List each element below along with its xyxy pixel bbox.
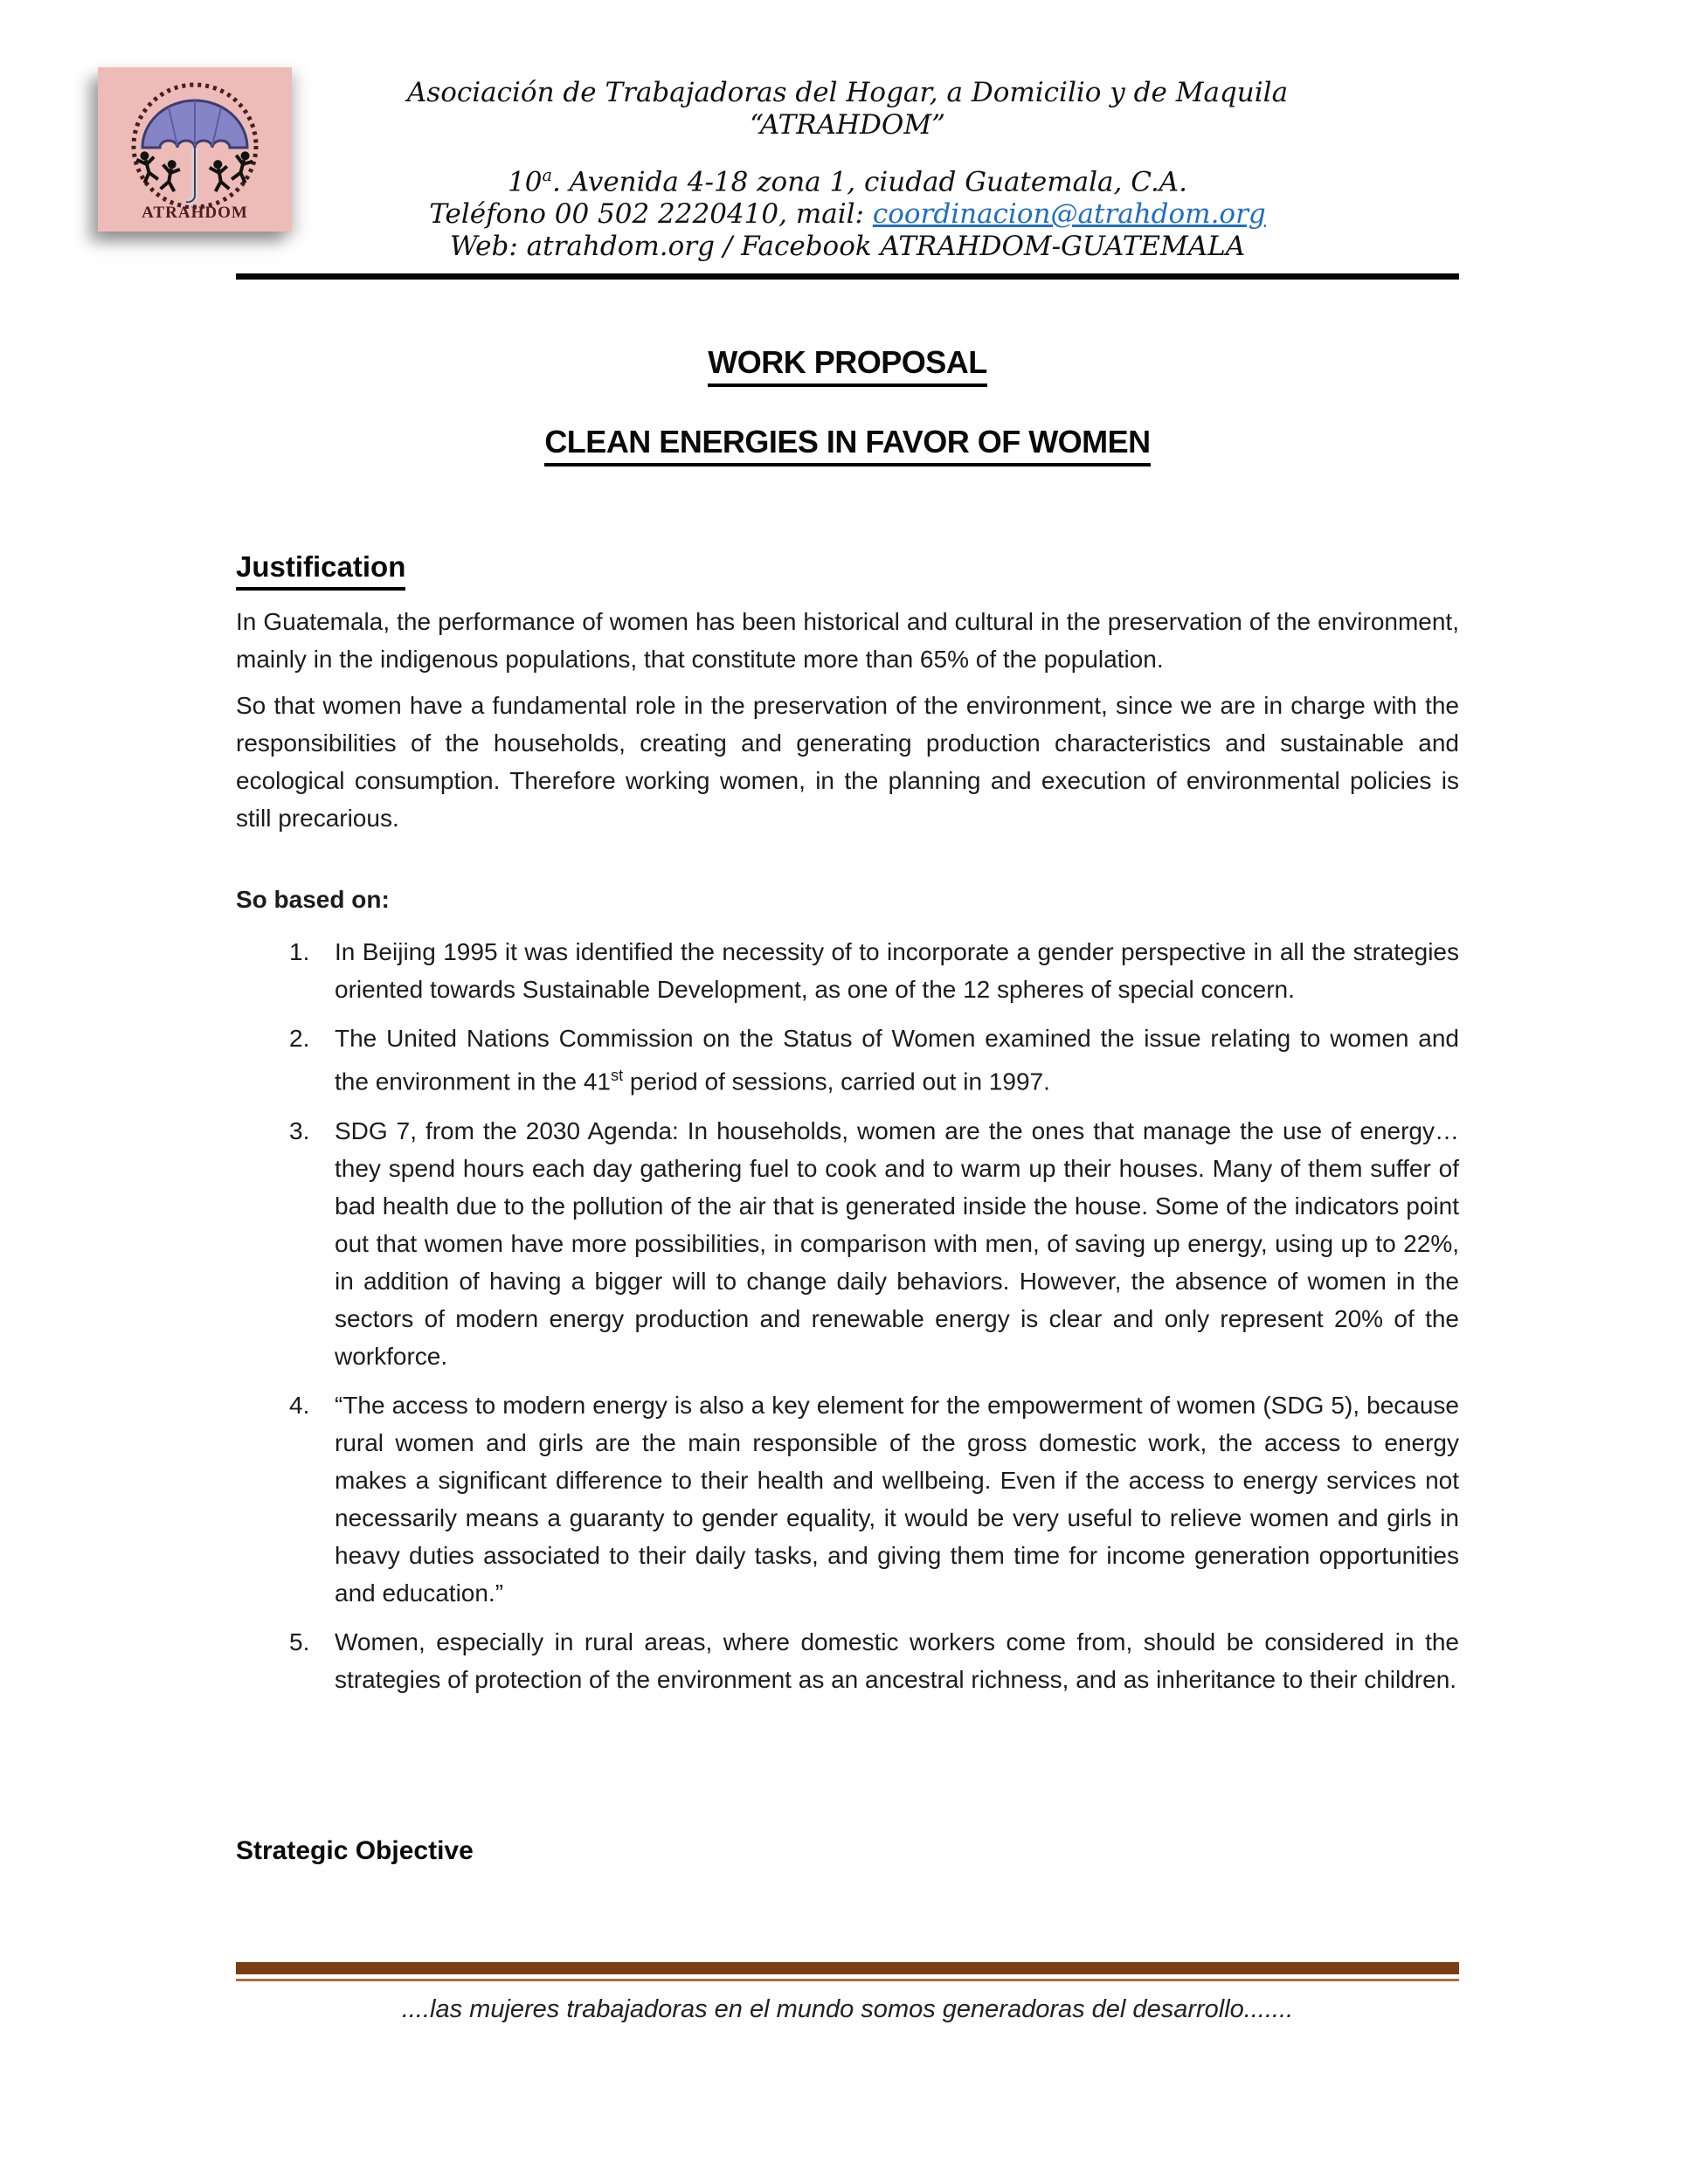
email-link[interactable]: coordinacion@atrahdom.org <box>872 198 1266 231</box>
org-name: Asociación de Trabajadoras del Hogar, a Domicilio y de Maquila <box>406 77 1289 108</box>
logo-wordmark: ATRAHDOM <box>142 204 248 222</box>
list-item <box>289 1112 1459 1375</box>
address-ordinal: a <box>542 165 552 185</box>
address-rest: . Avenida 4-18 zona 1, ciudad Guatemala, C.A. <box>551 166 1187 198</box>
list-item-text: SDG 7, from the 2030 Agenda: In households, women are the ones that manage the use of energy… they spend hours each day gathering fuel to cook and to warm up their houses. Many of them suffer of bad health due to the pollution of the air that is generated inside the house. Some of the indicators point out that women have more possibilities, in comparison with men, of saving up energy, using up to 22%, in addition of having a bigger will to change daily behaviors. However, the absence of women in the sectors of modern energy production and renewable energy is clear and only represent 20% of the workforce. <box>335 1116 1459 1370</box>
list-item <box>289 1386 1459 1612</box>
document-title: WORK PROPOSAL <box>708 344 987 387</box>
so-based-on-label: So based on: <box>236 886 390 914</box>
list-item-number: 1. <box>289 938 310 966</box>
list-item-text: “The access to modern energy is also a key element for the empowerment of women (SDG 5), because rural women and girls are the main responsible of the gross domestic work, the access to energy makes a significant difference to their health and wellbeing. Even if the access to energy services not necessarily means a guaranty to gender equality, it would be very useful to relieve women and girls in heavy duties associated to their daily tasks, and giving them time for income generation opportunities and education.” <box>335 1391 1459 1607</box>
phone-label: Teléfono 00 502 2220410, mail: <box>429 198 873 231</box>
list-item-number: 3. <box>289 1116 310 1144</box>
footer-slogan: ....las mujeres trabajadoras en el mundo somos generadoras del desarrollo....... <box>401 1995 1294 2023</box>
footer-thick-rule <box>236 1962 1459 1974</box>
justification-heading-text: Justification <box>236 550 405 591</box>
justification-paragraph-2: So that women have a fundamental role in the preservation of the environment, since we are in charge with the responsibilities of the households, creating and generating production characteristics and sustainable and ecological consumption. Therefore working women, in the planning and execution of environmental policies is still precarious. <box>236 692 1459 833</box>
list-item-text-post: period of sessions, carried out in 1997. <box>623 1068 1050 1095</box>
web-line: Web: atrahdom.org / Facebook ATRAHDOM-GUATEMALA <box>449 231 1246 263</box>
strategic-objective-heading: Strategic Objective <box>236 1835 474 1865</box>
justification-heading <box>236 550 1459 591</box>
document-body <box>236 550 1459 1865</box>
org-short-name: “ATRAHDOM” <box>750 109 945 141</box>
list-item <box>289 933 1459 1008</box>
numbered-list <box>236 933 1459 1697</box>
list-item-number: 4. <box>289 1391 310 1419</box>
list-item-text <box>335 1019 1459 1100</box>
list-item <box>289 1019 1459 1100</box>
header-divider <box>236 273 1459 280</box>
address-line <box>236 159 1459 198</box>
list-item <box>289 1623 1459 1698</box>
title-block <box>236 344 1459 467</box>
document-subtitle: CLEAN ENERGIES IN FAVOR OF WOMEN <box>544 424 1150 467</box>
atrahdom-logo <box>98 67 292 232</box>
justification-paragraph-1: In Guatemala, the performance of women has been historical and cultural in the preservation of the environment, mainly in the indigenous populations, that constitute more than 65% of the population. <box>236 608 1459 674</box>
letterhead <box>236 77 1459 263</box>
umbrella-logo-icon <box>105 73 285 226</box>
list-item-number: 5. <box>289 1628 310 1655</box>
footer-thin-rule <box>236 1979 1459 1981</box>
list-item-text: In Beijing 1995 it was identified the necessity of to incorporate a gender perspective in all the strategies oriented towards Sustainable Development, as one of the 12 spheres of special concern. <box>335 938 1459 1004</box>
umbrella-pole <box>186 148 195 202</box>
page-footer <box>236 1962 1459 2024</box>
ordinal-superscript: st <box>610 1067 624 1085</box>
address-number: 10 <box>508 166 543 198</box>
list-item-number: 2. <box>289 1025 310 1053</box>
list-item-text-pre: The United Nations Commission on the Status of Women examined the issue relating to women and the environment in the 41 <box>335 1025 1459 1095</box>
phone-line <box>236 198 1459 231</box>
list-item-text: Women, especially in rural areas, where domestic workers come from, should be considered in the strategies of protection of the environment as an ancestral richness, and as inheritance to their children. <box>335 1628 1459 1693</box>
